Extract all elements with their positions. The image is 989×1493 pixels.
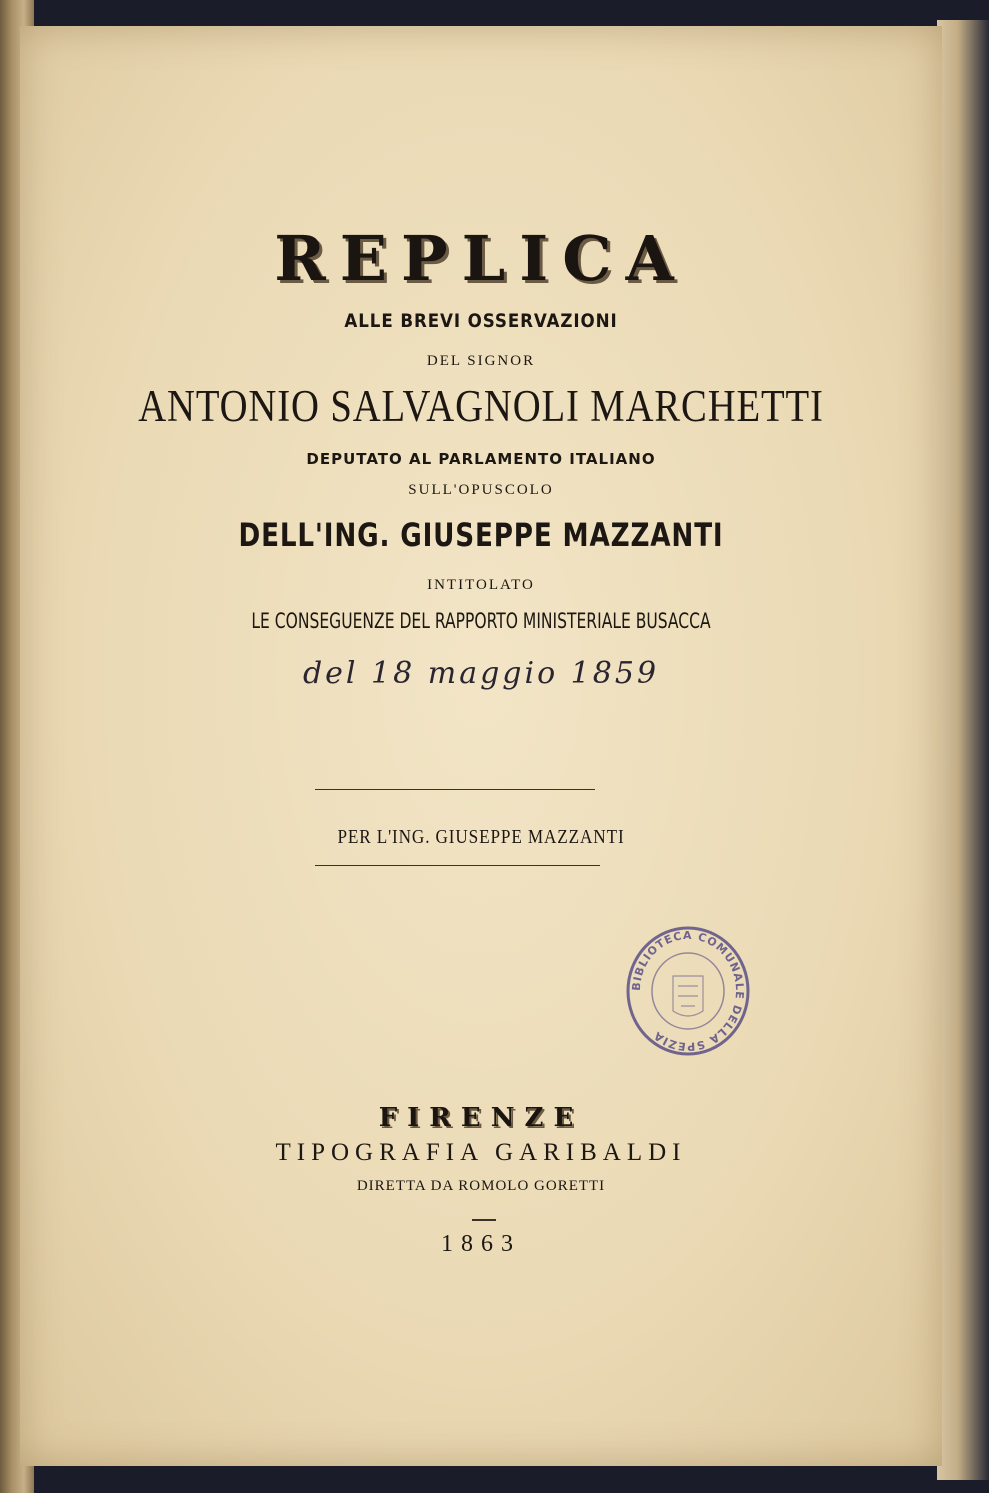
divider-short — [472, 1219, 496, 1221]
divider-top — [315, 789, 595, 790]
handwritten-date: del 18 maggio 1859 — [302, 656, 660, 691]
opuscolo-line: SULL'OPUSCOLO — [408, 482, 554, 498]
main-title: REPLICA — [274, 222, 688, 295]
del-signor-line: DEL SIGNOR — [426, 353, 536, 369]
printer-director: DIRETTA DA ROMOLO GORETTI — [356, 1178, 606, 1194]
stamp-text: BIBLIOTECA COMUNALE DELLA SPEZIA — [629, 928, 747, 1054]
byline: PER L'ING. GIUSEPPE MAZZANTI — [337, 826, 625, 848]
author-name: ANTONIO SALVAGNOLI MARCHETTI — [138, 381, 824, 431]
work-title: LE CONSEGUENZE DEL RAPPORTO MINISTERIALE BUSACCA — [251, 609, 711, 633]
svg-text:BIBLIOTECA COMUNALE DELLA SPEZ — [630, 929, 746, 1053]
subject-author: DELL'ING. GIUSEPPE MAZZANTI — [238, 516, 724, 554]
divider-bottom — [315, 865, 600, 866]
author-role: DEPUTATO AL PARLAMENTO ITALIANO — [306, 450, 656, 468]
page-stack-edge — [937, 20, 989, 1480]
subtitle: ALLE BREVI OSSERVAZIONI — [344, 310, 618, 332]
intitolato-line: INTITOLATO — [427, 577, 535, 593]
city: FIRENZE — [378, 1103, 584, 1133]
library-stamp — [623, 926, 753, 1056]
publication-year: 1863 — [441, 1231, 521, 1257]
title-page — [20, 26, 942, 1466]
printer: TIPOGRAFIA GARIBALDI — [275, 1139, 687, 1166]
